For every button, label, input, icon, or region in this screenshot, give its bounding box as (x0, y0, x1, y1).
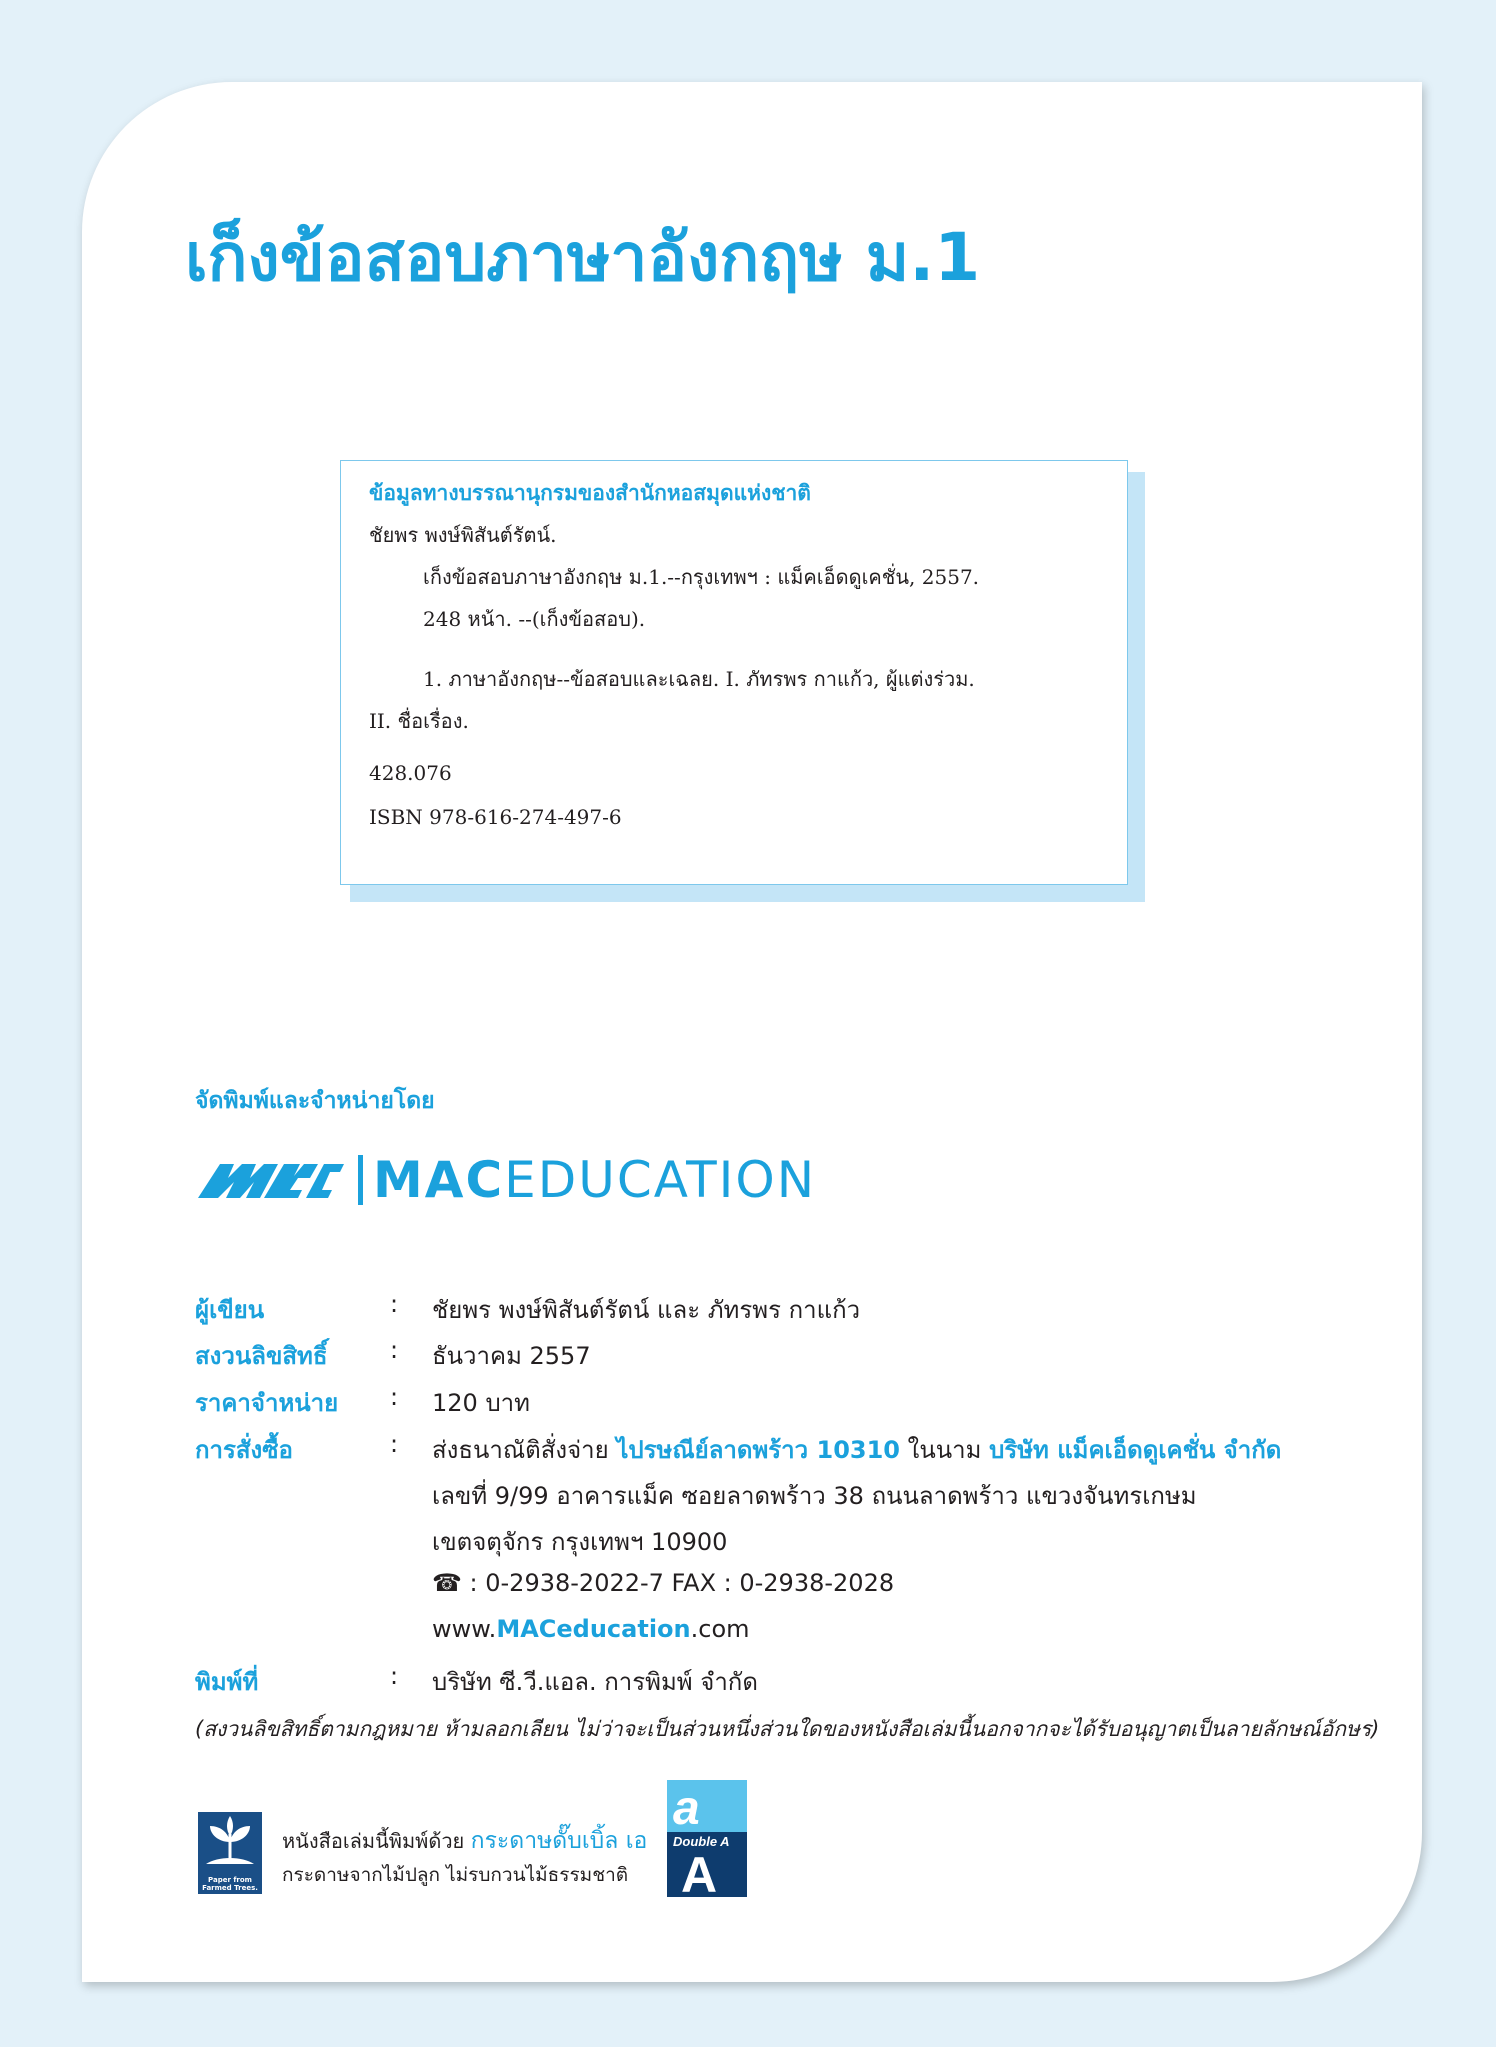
cip-line1: เก็งข้อสอบภาษาอังกฤษ ม.1.--กรุงเทพฯ : แม็คเอ็ดดูเคชั่น, 2557. (423, 565, 980, 589)
colon: : (390, 1383, 399, 1411)
author-label: ผู้เขียน (195, 1296, 265, 1324)
colon: : (390, 1430, 399, 1458)
order-text-2: ในนาม (900, 1436, 990, 1464)
paper-prefix: หนังสือเล่มนี้พิมพ์ด้วย (282, 1829, 471, 1853)
print-label: พิมพ์ที่ (195, 1668, 259, 1696)
publisher-heading: จัดพิมพ์และจำหน่ายโดย (195, 1088, 435, 1114)
web-brand: MACeducation (496, 1615, 691, 1643)
order-label: การสั่งซื้อ (195, 1436, 293, 1464)
copyright-label: สงวนลิขสิทธิ์ (195, 1342, 328, 1370)
mac-logo-mark-icon (198, 1150, 348, 1210)
logo-word-education: EDUCATION (504, 1151, 817, 1209)
mac-education-logo (198, 1150, 816, 1210)
paper-brand: กระดาษดั๊บเบิ้ล เอ (470, 1828, 648, 1854)
order-company: บริษัท แม็คเอ็ดดูเคชั่น จำกัด (989, 1436, 1282, 1464)
phone-fax-text: : 0-2938-2022-7 FAX : 0-2938-2028 (461, 1569, 895, 1597)
cip-classification: 428.076 (369, 761, 452, 785)
farmed-trees-logo (198, 1812, 262, 1894)
copyright-value: ธันวาคม 2557 (432, 1342, 591, 1370)
cip-line2: 248 หน้า. --(เก็งข้อสอบ). (423, 607, 646, 631)
price-label: ราคาจำหน่าย (195, 1389, 339, 1417)
colon: : (390, 1290, 399, 1318)
copyright-note: (สงวนลิขสิทธิ์ตามกฎหมาย ห้ามลอกเลียน ไม่ว่าจะเป็นส่วนหนึ่งส่วนใดของหนังสือเล่มนี้นอกจากจะได้รับอนุญาตเป็นลายลักษณ์อักษร) (195, 1717, 1380, 1741)
book-title: เก็งข้อสอบภาษาอังกฤษ ม.1 (185, 219, 981, 296)
cip-line4: II. ชื่อเรื่อง. (369, 709, 469, 733)
colon: : (390, 1336, 399, 1364)
phone-line (432, 1569, 894, 1597)
paper-line2: กระดาษจากไม้ปลูก ไม่รบกวนไม้ธรรมชาติ (282, 1864, 629, 1886)
logo-word-mac: MAC (373, 1151, 505, 1209)
print-value: บริษัท ซี.วี.แอล. การพิมพ์ จำกัด (432, 1668, 758, 1696)
cip-isbn: ISBN 978-616-274-497-6 (369, 805, 622, 829)
colon: : (390, 1662, 399, 1690)
order-post-office: ไปรษณีย์ลาดพร้าว 10310 (616, 1436, 900, 1464)
website-link[interactable] (432, 1615, 750, 1643)
cip-box (340, 460, 1128, 885)
web-prefix: www. (432, 1615, 497, 1643)
tree-leaf-icon (198, 1812, 262, 1872)
price-value: 120 บาท (432, 1389, 530, 1417)
order-value (432, 1430, 1281, 1469)
cip-author: ชัยพร พงษ์พิสันต์รัตน์. (369, 523, 557, 547)
web-suffix: .com (690, 1615, 750, 1643)
double-a-label: Double A (673, 1834, 730, 1849)
address-line2: เขตจตุจักร กรุงเทพฯ 10900 (432, 1528, 728, 1556)
order-text-1: ส่งธนาณัติสั่งจ่าย (432, 1436, 617, 1464)
telephone-icon: ☎ (432, 1569, 462, 1597)
farmed-trees-label: Paper from Farmed Trees. (202, 1876, 258, 1892)
svg-text:a: a (673, 1782, 700, 1835)
address-line1: เลขที่ 9/99 อาคารแม็ค ซอยลาดพร้าว 38 ถนนลาดพร้าว แขวงจันทรเกษม (432, 1482, 1197, 1510)
svg-text:A: A (681, 1847, 718, 1897)
paper-line1 (282, 1823, 647, 1859)
logo-separator (358, 1155, 363, 1205)
double-a-logo (667, 1780, 747, 1897)
cip-heading: ข้อมูลทางบรรณานุกรมของสำนักหอสมุดแห่งชาติ (369, 480, 811, 505)
cip-line3: 1. ภาษาอังกฤษ--ข้อสอบและเฉลย. I. ภัทรพร กาแก้ว, ผู้แต่งร่วม. (423, 667, 975, 691)
author-value: ชัยพร พงษ์พิสันต์รัตน์ และ ภัทรพร กาแก้ว (432, 1296, 861, 1324)
